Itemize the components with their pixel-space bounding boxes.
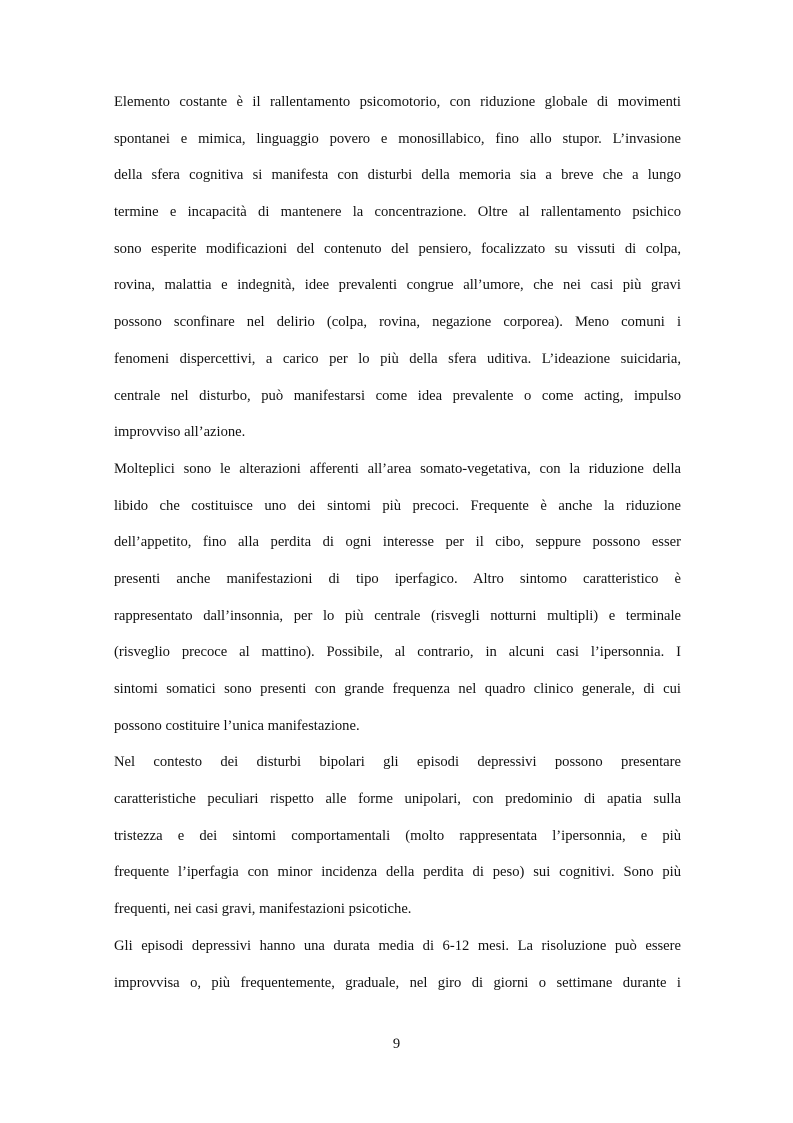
paragraph <box>114 84 681 451</box>
text-line: rappresentato dall’insonnia, per lo più centrale (risvegli notturni multipli) e terminale <box>114 607 681 624</box>
text-line: Nel contesto dei disturbi bipolari gli episodi depressivi possono presentare <box>114 754 681 771</box>
paragraph <box>114 451 681 745</box>
paragraph <box>114 744 681 927</box>
text-line: sintomi somatici sono presenti con grande frequenza nel quadro clinico generale, di cui <box>114 681 681 697</box>
page-number: 9 <box>392 1036 401 1052</box>
text-line: libido che costituisce uno dei sintomi più precoci. Frequente è anche la riduzione <box>114 497 681 514</box>
text-line: frequente l’iperfagia con minor incidenza della perdita di peso) sui cognitivi. Sono più <box>114 864 681 881</box>
text-line: Gli episodi depressivi hanno una durata media di 6-12 mesi. La risoluzione può essere <box>114 937 681 954</box>
text-line: fenomeni dispercettivi, a carico per lo più della sfera uditiva. L’ideazione suicidaria, <box>114 350 681 367</box>
text-line: improvvisa o, più frequentemente, graduale, nel giro di giorni o settimane durante i <box>114 974 681 991</box>
paragraph <box>114 928 681 1001</box>
text-line: sono esperite modificazioni del contenuto del pensiero, focalizzato su vissuti di colpa, <box>114 240 681 257</box>
text-line: spontanei e mimica, linguaggio povero e monosillabico, fino allo stupor. L’invasione <box>114 130 681 147</box>
text-line: improvviso all’azione. <box>114 424 246 441</box>
text-line: tristezza e dei sintomi comportamentali (molto rappresentata l’ipersonnia, e più <box>114 827 681 844</box>
text-line: presenti anche manifestazioni di tipo iperfagico. Altro sintomo caratteristico è <box>114 570 681 587</box>
text-line: Molteplici sono le alterazioni afferenti all’area somato-vegetativa, con la riduzione della <box>114 460 681 477</box>
text-line: caratteristiche peculiari rispetto alle forme unipolari, con predominio di apatia sulla <box>114 791 681 808</box>
text-line: frequenti, nei casi gravi, manifestazioni psicotiche. <box>114 901 412 918</box>
text-line: dell’appetito, fino alla perdita di ogni interesse per il cibo, seppure possono esser <box>114 534 681 551</box>
text-line: (risveglio precoce al mattino). Possibile, al contrario, in alcuni casi l’ipersonnia. I <box>114 644 681 661</box>
text-line: Elemento costante è il rallentamento psicomotorio, con riduzione globale di movimenti <box>114 94 681 110</box>
text-line: termine e incapacità di mantenere la concentrazione. Oltre al rallentamento psichico <box>114 204 681 221</box>
text-line: possono costituire l’unica manifestazione. <box>114 717 360 734</box>
body-text <box>114 84 681 1001</box>
text-line: possono sconfinare nel delirio (colpa, rovina, negazione corporea). Meno comuni i <box>114 314 681 331</box>
text-line: centrale nel disturbo, può manifestarsi come idea prevalente o come acting, impulso <box>114 387 681 404</box>
text-line: della sfera cognitiva si manifesta con disturbi della memoria sia a breve che a lungo <box>114 167 681 184</box>
text-line: rovina, malattia e indegnità, idee prevalenti congrue all’umore, che nei casi più gravi <box>114 277 681 294</box>
